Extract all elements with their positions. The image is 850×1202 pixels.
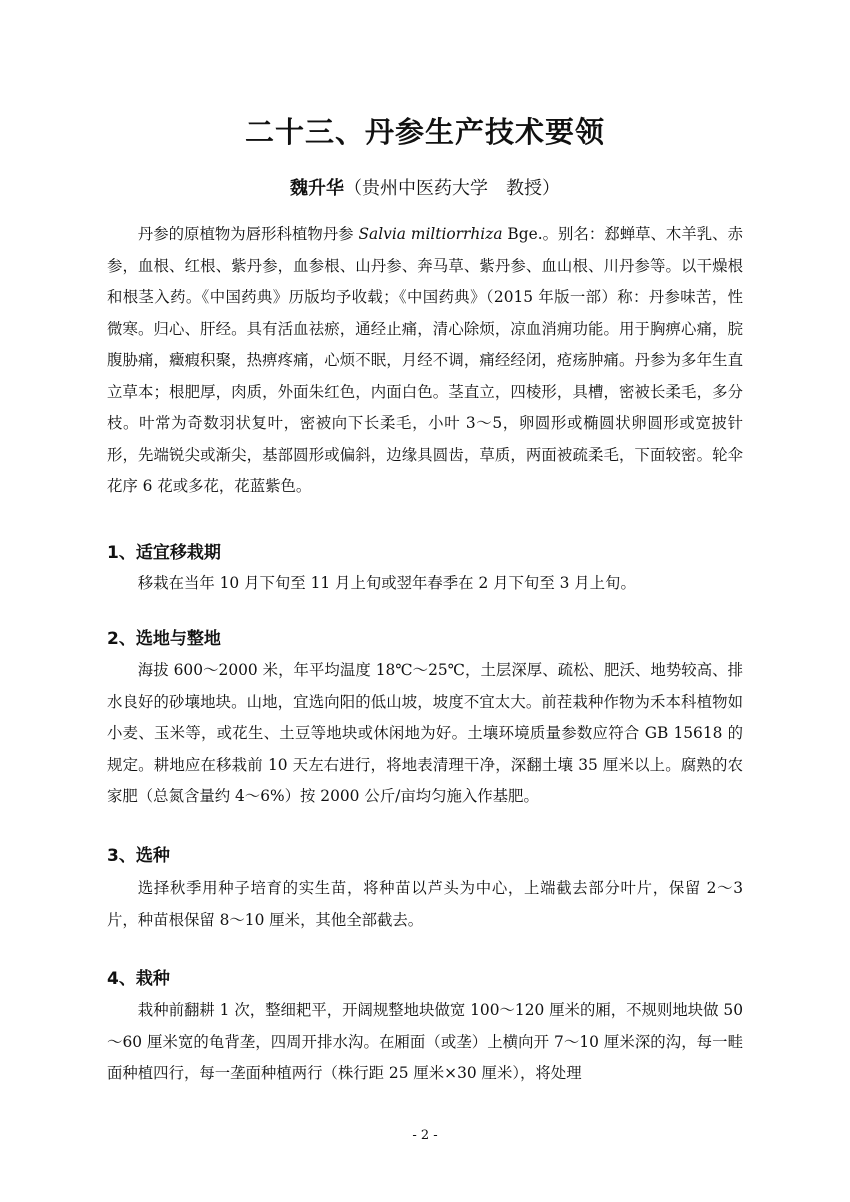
section-paragraph: 海拔 600～2000 米，年平均温度 18℃～25℃，土层深厚、疏松、肥沃、地势较高、排水良好的砂壤地块。山地，宜选向阳的低山坡，坡度不宜太大。前茬栽种作物为禾本科植物如小麦、玉米等，或花生、土豆等地块或休闲地为好。土壤环境质量参数应符合 GB 15618 的规定。耕地应在移栽前 10 天左右进行，将地表清理干净，深翻土壤 35 厘米以上。腐熟的农家肥（总氮含量约 4～6%）按 2000 公斤/亩均匀施入作基肥。 [107, 661, 743, 805]
section-heading-1: 1、适宜移栽期 [107, 543, 221, 563]
section-text-3 [107, 873, 743, 936]
section-heading-2: 2、选地与整地 [107, 629, 221, 649]
section-text-1 [107, 568, 743, 600]
section-paragraph: 移栽在当年 10 月下旬至 11 月上旬或翌年春季在 2 月下旬至 3 月上旬。 [137, 574, 636, 592]
author-affiliation: （贵州中医药大学 教授） [344, 178, 560, 199]
author-line [0, 174, 850, 200]
intro-text-1: 丹参的原植物为唇形科植物丹参 [137, 225, 359, 243]
page-number: - 2 - [412, 1128, 438, 1143]
intro-text-2: Bge.。别名：郄蝉草、木羊乳、赤参，血根、红根、紫丹参，血参根、山丹参、奔马草、紫丹参、血山根、川丹参等。以干燥根和根茎入药。《中国药典》历版均予收载；《中国药典》（2015 年版一部）称：丹参味苦，性微寒。归心、肝经。具有活血祛瘀，通经止痛，清心除烦，凉血消痈功能。用于胸痹心痛，脘腹胁痛，癥瘕积聚，热痹疼痛，心烦不眠，月经不调，痛经经闭，疮疡肿痛。丹参为多年生直立草本；根肥厚，肉质，外面朱红色，内面白色。茎直立，四棱形，具槽，密被长柔毛，多分枝。叶常为奇数羽状复叶，密被向下长柔毛，小叶 3～5，卵圆形或椭圆状卵圆形或宽披针形，先端锐尖或渐尖，基部圆形或偏斜，边缘具圆齿，草质，两面被疏柔毛，下面较密。轮伞花序 6 花或多花，花蓝紫色。 [107, 225, 743, 495]
intro-paragraph [107, 219, 743, 503]
section-text-4 [107, 995, 743, 1090]
section-text-2 [107, 655, 743, 813]
section-paragraph: 栽种前翻耕 1 次，整细耙平，开阔规整地块做宽 100～120 厘米的厢，不规则地块做 50～60 厘米宽的龟背垄，四周开排水沟。在厢面（或垄）上横向开 7～10 厘米深的沟，每一畦面种植四行，每一垄面种植两行（株行距 25 厘米×30 厘米），将处理 [107, 1001, 743, 1082]
author-name: 魏升华 [290, 178, 344, 199]
section-heading-4: 4、栽种 [107, 969, 170, 989]
section-paragraph: 选择秋季用种子培育的实生苗，将种苗以芦头为中心，上端截去部分叶片，保留 2～3 片，种苗根保留 8～10 厘米，其他全部截去。 [107, 879, 743, 929]
section-heading-3: 3、选种 [107, 846, 170, 866]
latin-name: Salvia miltiorrhiza [358, 225, 503, 243]
page-title: 二十三、丹参生产技术要领 [244, 115, 605, 149]
